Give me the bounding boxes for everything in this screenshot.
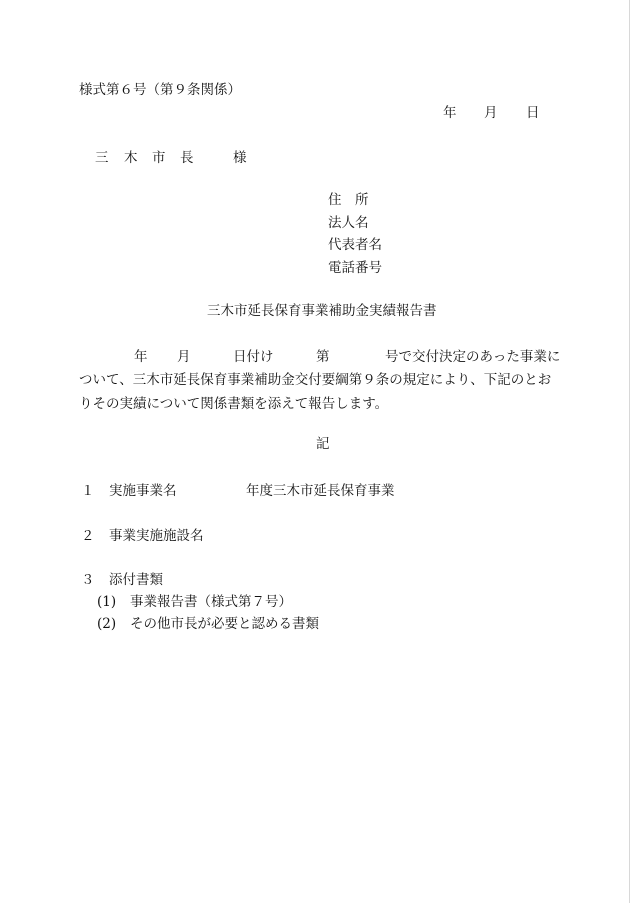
body-line3: りその実績について関係書類を添えて報告します。 (79, 396, 389, 412)
item-1-label: 実施事業名 (109, 483, 177, 499)
item-2-label: 事業実施施設名 (109, 528, 204, 544)
form-label: 様式第６号（第９条関係） (79, 82, 241, 98)
applicant-rep-label: 代表者名 (328, 237, 382, 253)
addressee-char-2: 木 (124, 150, 138, 166)
body-line1-rest: 号で交付決定のあった事業に (385, 349, 561, 365)
item-3-number: ３ (81, 572, 95, 588)
item-3-sub-2-text: その他市長が必要と認める書類 (130, 616, 319, 632)
date-year: 年 (443, 105, 457, 121)
body-line2: ついて、三木市延長保育事業補助金交付要綱第９条の規定により、下記のとお (79, 372, 552, 388)
item-2-number: ２ (81, 528, 95, 544)
addressee-char-4: 長 (180, 150, 194, 166)
item-3-sub-1-number: (1) (97, 594, 117, 610)
item-3-sub-2-number: (2) (97, 616, 117, 632)
item-3-sub-1-text: 事業報告書（様式第７号） (130, 594, 292, 610)
document-title: 三木市延長保育事業補助金実績報告書 (207, 303, 437, 319)
applicant-address-label: 住 所 (328, 192, 369, 208)
body-dai: 第 (316, 349, 330, 365)
addressee-char-3: 市 (152, 150, 166, 166)
addressee-honorific: 様 (233, 150, 247, 166)
body-year: 年 (134, 349, 148, 365)
date-month: 月 (484, 105, 498, 121)
item-3-label: 添付書類 (109, 572, 163, 588)
body-month: 月 (177, 349, 191, 365)
applicant-corp-label: 法人名 (328, 215, 369, 231)
item-1-number: １ (81, 483, 95, 499)
item-1-value: 年度三木市延長保育事業 (246, 483, 395, 499)
body-dated: 日付け (233, 349, 274, 365)
date-day: 日 (526, 105, 540, 121)
applicant-phone-label: 電話番号 (328, 260, 382, 276)
addressee-char-1: 三 (95, 150, 109, 166)
ki-heading: 記 (316, 436, 330, 452)
